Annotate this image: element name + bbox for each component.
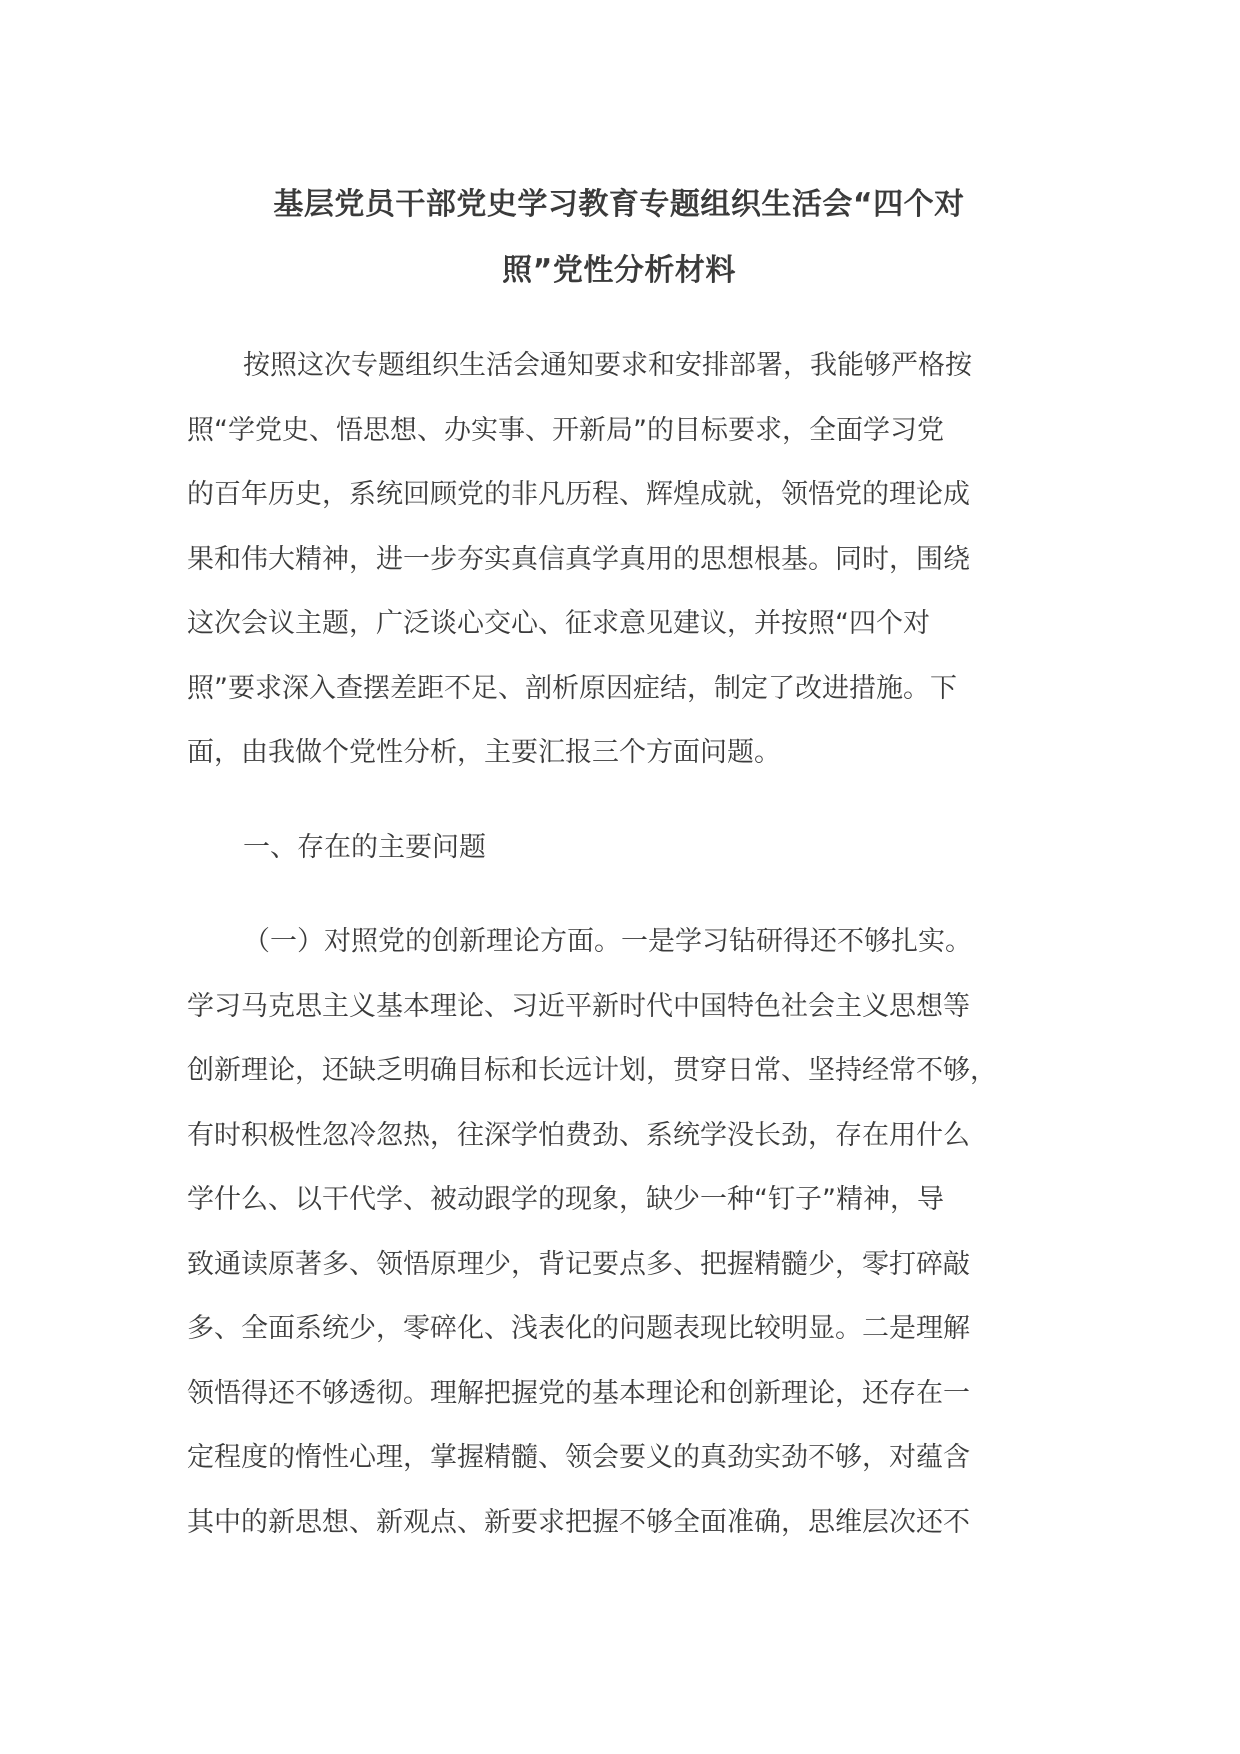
intro-paragraph [187, 334, 1051, 786]
paragraph-line: 按照这次专题组织生活会通知要求和安排部署，我能够严格按 [243, 350, 972, 381]
section-heading: 一、存在的主要问题 [243, 831, 486, 863]
subsection-paragraph [187, 910, 1051, 1555]
document-title [187, 172, 1051, 304]
paragraph-line: （一）对照党的创新理论方面。一是学习钻研得还不够扎实。 [243, 926, 972, 957]
paragraph-line: 其中的新思想、新观点、新要求把握不够全面准确，思维层次还不 [187, 1506, 970, 1538]
paragraph-line: 照”要求深入查摆差距不足、剖析原因症结，制定了改进措施。下 [187, 672, 957, 704]
paragraph-line: 创新理论，还缺乏明确目标和长远计划，贯穿日常、坚持经常不够， [187, 1055, 997, 1086]
paragraph-line: 有时积极性忽冷忽热，往深学怕费劲、系统学没长劲，存在用什么 [187, 1119, 970, 1151]
paragraph-line: 果和伟大精神，进一步夯实真信真学真用的思想根基。同时，围绕 [187, 543, 970, 575]
paragraph-line: 领悟得还不够透彻。理解把握党的基本理论和创新理论，还存在一 [187, 1377, 970, 1409]
paragraph-line: 致通读原著多、领悟原理少，背记要点多、把握精髓少，零打碎敲 [187, 1248, 970, 1280]
paragraph-line: 这次会议主题，广泛谈心交心、征求意见建议，并按照“四个对 [187, 608, 930, 639]
paragraph-line: 照“学党史、悟思想、办实事、开新局”的目标要求，全面学习党 [187, 414, 944, 446]
paragraph-line: 面，由我做个党性分析，主要汇报三个方面问题。 [187, 737, 781, 768]
title-line: 照”党性分析材料 [502, 253, 736, 288]
paragraph-line: 学什么、以干代学、被动跟学的现象，缺少一种“钉子”精神，导 [187, 1184, 944, 1215]
title-line: 基层党员干部党史学习教育专题组织生活会“四个对 [273, 187, 965, 222]
paragraph-line: 的百年历史，系统回顾党的非凡历程、辉煌成就，领悟党的理论成 [187, 479, 970, 510]
paragraph-line: 学习马克思主义基本理论、习近平新时代中国特色社会主义思想等 [187, 990, 970, 1022]
paragraph-line: 多、全面系统少，零碎化、浅表化的问题表现比较明显。二是理解 [187, 1313, 970, 1344]
paragraph-line: 定程度的惰性心理，掌握精髓、领会要义的真劲实劲不够，对蕴含 [187, 1442, 970, 1473]
document-body [187, 172, 1051, 1555]
